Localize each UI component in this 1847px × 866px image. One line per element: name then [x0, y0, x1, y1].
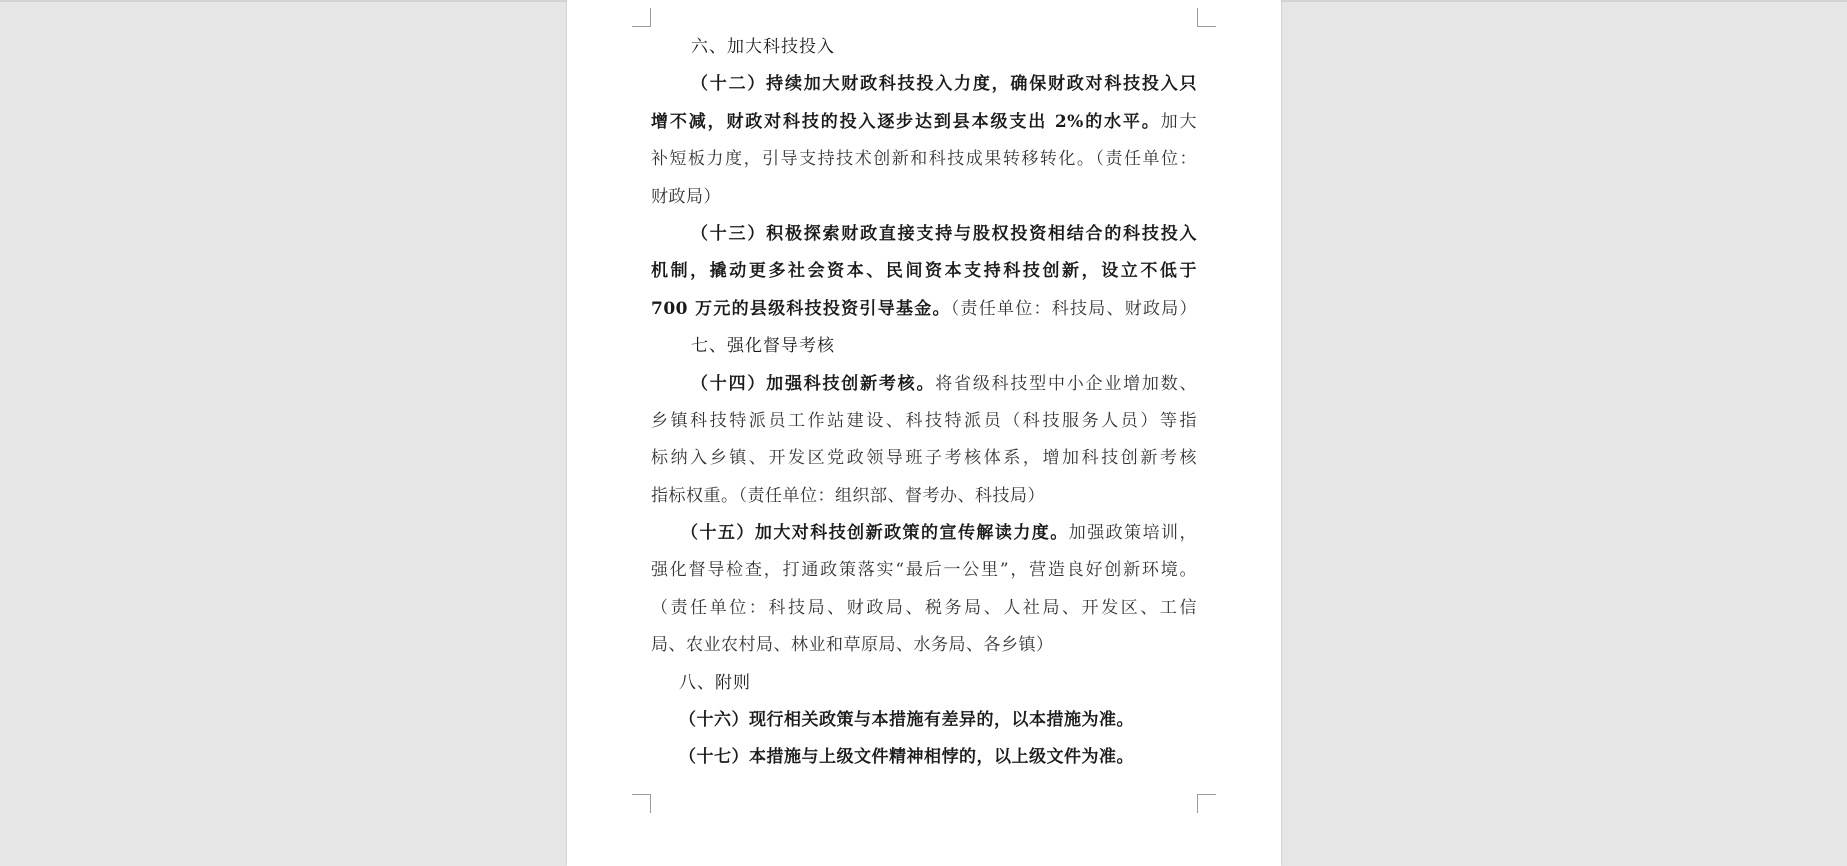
paragraph-line: 补短板力度，引导支持技术创新和科技成果转移转化。（责任单位： — [651, 149, 1197, 170]
paragraph-line: 乡镇科技特派员工作站建设、科技特派员（科技服务人员）等指 — [651, 410, 1197, 431]
paragraph-line: 增不减，财政对科技的投入逐步达到县本级支出 2%的水平。加大 — [651, 111, 1197, 132]
paragraph-line: 指标权重。（责任单位：组织部、督考办、科技局） — [651, 485, 1045, 506]
paragraph-line: （十五）加大对科技创新政策的宣传解读力度。加强政策培训， — [681, 523, 1197, 544]
document-body[interactable] — [651, 29, 1197, 777]
paragraph-line: 强化督导检查，打通政策落实“最后一公里”，营造良好创新环境。 — [651, 560, 1197, 581]
section-heading: 八、附则 — [679, 672, 751, 693]
paragraph-line: 标纳入乡镇、开发区党政领导班子考核体系，增加科技创新考核 — [651, 448, 1197, 469]
document-page — [567, 0, 1281, 866]
crop-mark-top-right — [1197, 8, 1216, 27]
crop-mark-bottom-left — [632, 794, 651, 813]
section-heading: 六、加大科技投入 — [691, 37, 835, 57]
paragraph-line: （十七）本措施与上级文件精神相悖的，以上级文件为准。 — [679, 747, 1134, 768]
paragraph-line: 机制，撬动更多社会资本、民间资本支持科技创新，设立不低于 — [651, 261, 1197, 282]
paragraph-line: 局、农业农村局、林业和草原局、水务局、各乡镇） — [651, 635, 1054, 656]
crop-mark-bottom-right — [1197, 794, 1216, 813]
section-heading: 七、强化督导考核 — [691, 336, 835, 357]
paragraph-line: （十六）现行相关政策与本措施有差异的，以本措施为准。 — [679, 710, 1134, 731]
paragraph-line: （十二）持续加大财政科技投入力度，确保财政对科技投入只 — [691, 74, 1197, 95]
paragraph-line: （十四）加强科技创新考核。将省级科技型中小企业增加数、 — [691, 373, 1197, 394]
paragraph-line: （十三）积极探索财政直接支持与股权投资相结合的科技投入 — [691, 223, 1197, 244]
paragraph-line: 700 万元的县级科技投资引导基金。（责任单位：科技局、财政局） — [651, 298, 1197, 319]
crop-mark-top-left — [632, 8, 651, 27]
paragraph-line: 财政局） — [651, 186, 721, 207]
paragraph-line: （责任单位：科技局、财政局、税务局、人社局、开发区、工信 — [651, 597, 1197, 618]
